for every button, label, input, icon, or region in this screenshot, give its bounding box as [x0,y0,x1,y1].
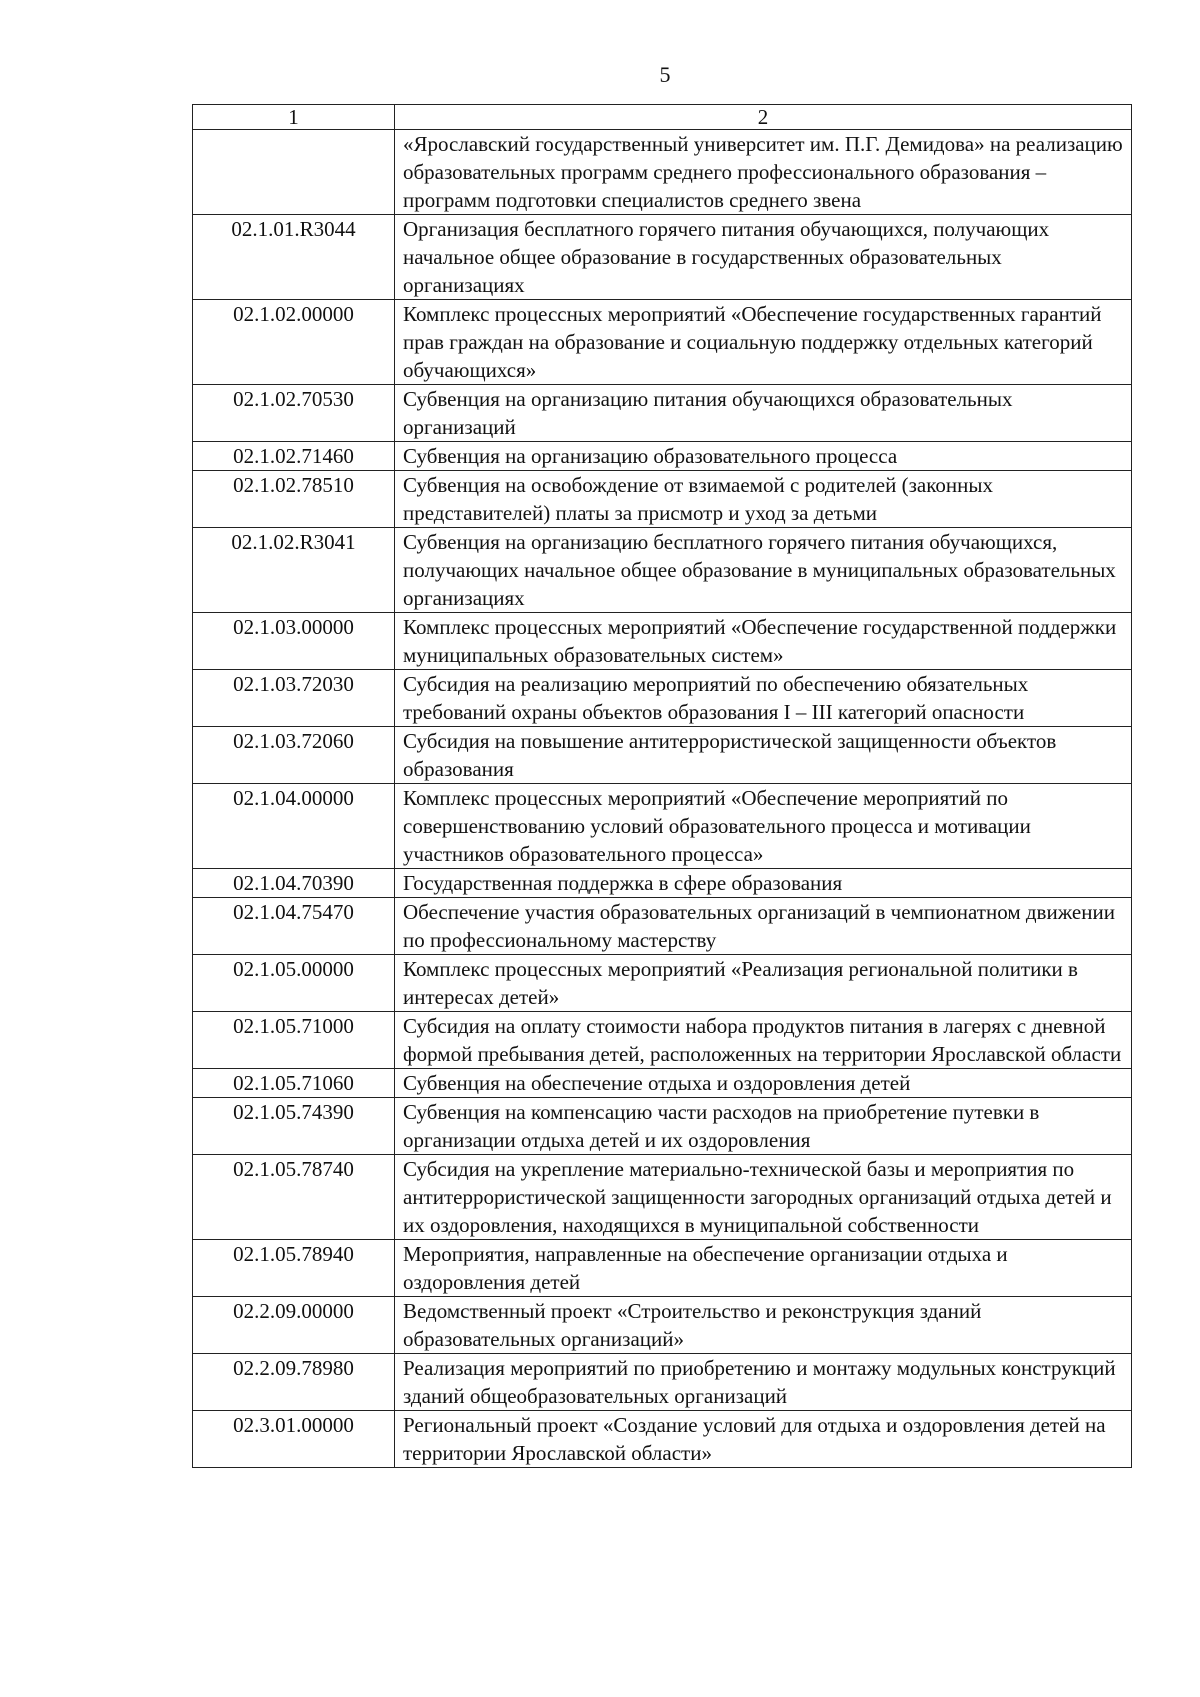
table-row [193,670,1132,727]
row-code: 02.1.02.R3041 [193,528,395,613]
row-code: 02.1.03.72030 [193,670,395,727]
table-row [193,385,1132,442]
table-row [193,1411,1132,1468]
table-row [193,955,1132,1012]
table-header-row [193,105,1132,130]
row-code: 02.1.02.78510 [193,471,395,528]
row-description: Комплекс процессных мероприятий «Обеспечение мероприятий по совершенствованию условий образовательного процесса и мотивации участников образовательного процесса» [395,784,1132,869]
row-code: 02.1.04.70390 [193,869,395,898]
row-description: Комплекс процессных мероприятий «Реализация региональной политики в интересах детей» [395,955,1132,1012]
column-header-code: 1 [193,105,395,130]
row-code: 02.1.05.71000 [193,1012,395,1069]
row-code: 02.1.05.00000 [193,955,395,1012]
row-description: Обеспечение участия образовательных организаций в чемпионатном движении по профессиональному мастерству [395,898,1132,955]
row-description: Субсидия на укрепление материально-технической базы и мероприятия по антитеррористической защищенности загородных организаций отдыха детей и их оздоровления, находящихся в муниципальной собственности [395,1155,1132,1240]
row-code: 02.2.09.78980 [193,1354,395,1411]
row-description: Организация бесплатного горячего питания обучающихся, получающих начальное общее образование в государственных образовательных организациях [395,215,1132,300]
row-description: Мероприятия, направленные на обеспечение организации отдыха и оздоровления детей [395,1240,1132,1297]
row-code: 02.3.01.00000 [193,1411,395,1468]
row-code: 02.1.02.70530 [193,385,395,442]
row-description: Субвенция на освобождение от взимаемой с родителей (законных представителей) платы за присмотр и уход за детьми [395,471,1132,528]
row-code: 02.1.03.00000 [193,613,395,670]
row-code: 02.1.05.78740 [193,1155,395,1240]
row-description: Субсидия на реализацию мероприятий по обеспечению обязательных требований охраны объектов образования I – III категорий опасности [395,670,1132,727]
row-code: 02.2.09.00000 [193,1297,395,1354]
table-row [193,898,1132,955]
table-row [193,1012,1132,1069]
table-row [193,1240,1132,1297]
row-description: Реализация мероприятий по приобретению и монтажу модульных конструкций зданий общеобразовательных организаций [395,1354,1132,1411]
row-code: 02.1.04.00000 [193,784,395,869]
table-row [193,1098,1132,1155]
row-description: Ведомственный проект «Строительство и реконструкция зданий образовательных организаций» [395,1297,1132,1354]
budget-classification-table [192,104,1132,1468]
row-description: «Ярославский государственный университет им. П.Г. Демидова» на реализацию образовательных программ среднего профессионального образования – программ подготовки специалистов среднего звена [395,130,1132,215]
table-body [193,130,1132,1468]
row-description: Комплекс процессных мероприятий «Обеспечение государственных гарантий прав граждан на образование и социальную поддержку отдельных категорий обучающихся» [395,300,1132,385]
table-row [193,442,1132,471]
row-description: Субвенция на организацию бесплатного горячего питания обучающихся, получающих начальное общее образование в муниципальных образовательных организациях [395,528,1132,613]
table-row [193,1354,1132,1411]
table-row [193,727,1132,784]
row-description: Региональный проект «Создание условий для отдыха и оздоровления детей на территории Ярославской области» [395,1411,1132,1468]
row-code: 02.1.05.71060 [193,1069,395,1098]
table-row [193,130,1132,215]
row-code: 02.1.05.74390 [193,1098,395,1155]
table-row [193,1297,1132,1354]
row-code [193,130,395,215]
row-description: Субвенция на обеспечение отдыха и оздоровления детей [395,1069,1132,1098]
column-header-description: 2 [395,105,1132,130]
table-row [193,1155,1132,1240]
row-code: 02.1.02.00000 [193,300,395,385]
table-row [193,471,1132,528]
table-row [193,528,1132,613]
table-row [193,300,1132,385]
row-code: 02.1.02.71460 [193,442,395,471]
page-number: 5 [659,62,671,87]
table-row [193,784,1132,869]
row-description: Субвенция на компенсацию части расходов на приобретение путевки в организации отдыха детей и их оздоровления [395,1098,1132,1155]
table-row [193,613,1132,670]
row-description: Комплекс процессных мероприятий «Обеспечение государственной поддержки муниципальных образовательных систем» [395,613,1132,670]
row-description: Субсидия на оплату стоимости набора продуктов питания в лагерях с дневной формой пребывания детей, расположенных на территории Ярославской области [395,1012,1132,1069]
table-row [193,1069,1132,1098]
table-row [193,869,1132,898]
row-code: 02.1.04.75470 [193,898,395,955]
row-description: Субвенция на организацию питания обучающихся образовательных организаций [395,385,1132,442]
row-code: 02.1.01.R3044 [193,215,395,300]
row-code: 02.1.05.78940 [193,1240,395,1297]
table-row [193,215,1132,300]
row-description: Субвенция на организацию образовательного процесса [395,442,1132,471]
row-code: 02.1.03.72060 [193,727,395,784]
row-description: Субсидия на повышение антитеррористической защищенности объектов образования [395,727,1132,784]
row-description: Государственная поддержка в сфере образования [395,869,1132,898]
